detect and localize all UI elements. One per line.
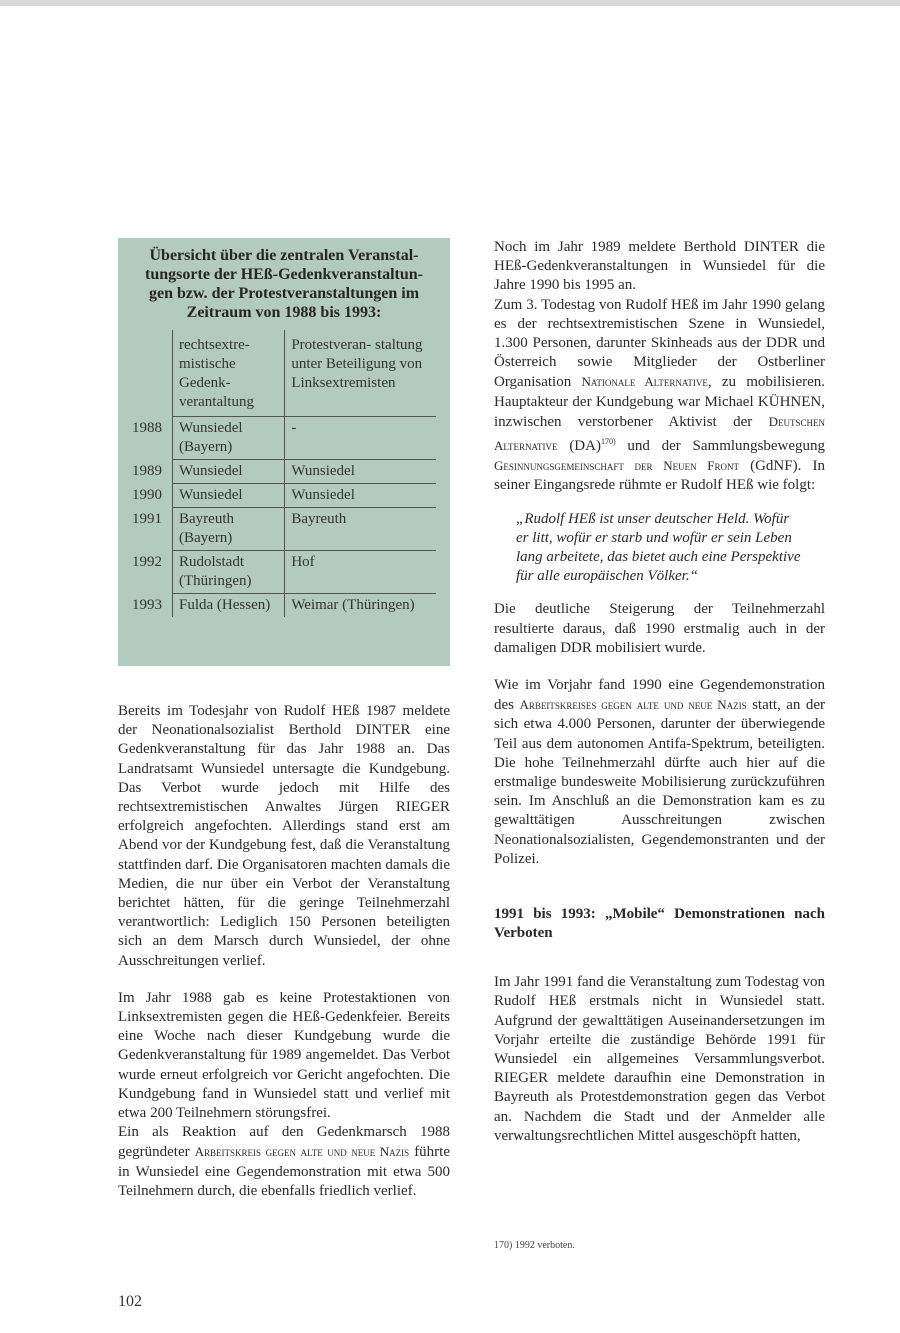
year-cell: 1988 bbox=[132, 419, 162, 436]
venue-table bbox=[132, 330, 436, 617]
year-cell: 1993 bbox=[132, 596, 162, 613]
table-row bbox=[132, 508, 436, 551]
table-header-row bbox=[132, 330, 436, 417]
protest-cell: Wunsiedel bbox=[285, 484, 436, 508]
org-name-smallcaps: Gesinnungsgemeinschaft der Neuen Front bbox=[494, 458, 739, 474]
event-cell: Fulda (Hessen) bbox=[173, 594, 285, 618]
event-cell: Wunsiedel (Bayern) bbox=[173, 417, 285, 460]
table-row bbox=[132, 594, 436, 618]
year-cell: 1991 bbox=[132, 510, 162, 527]
org-name-smallcaps: Nationale Alternative bbox=[581, 374, 708, 390]
table-row bbox=[132, 551, 436, 594]
table-row bbox=[132, 484, 436, 508]
event-cell: Rudolstadt (Thüringen) bbox=[173, 551, 285, 594]
left-column bbox=[118, 238, 450, 1201]
protest-cell: - bbox=[285, 417, 436, 460]
protest-cell: Hof bbox=[285, 551, 436, 594]
footnote: 170) 1992 verboten. bbox=[494, 1240, 575, 1251]
hess-quote: „Rudolf HEß ist unser deutscher Held. Wofür er litt, wofür er starb und wofür er sein Leben lang arbeitete, das bietet auch eine Perspektive für alle europäischen Völker.“ bbox=[516, 510, 801, 585]
event-cell: Wunsiedel bbox=[173, 460, 285, 484]
top-edge bbox=[0, 0, 900, 6]
paragraph-1988: Im Jahr 1988 gab es keine Protestaktionen von Linksextremisten gegen die HEß-Gedenkfeier. Bereits eine Woche nach dieser Kundgebung wurde die Gedenkveranstaltung für 1989 angemeldet. Das Verbot wurde erneut erfolgreich vor Gericht angefochten. Die Kundgebung fand in Wunsiedel statt und verlief mit etwa 200 Teilnehmern störungsfrei. bbox=[118, 989, 450, 1122]
event-cell: Wunsiedel bbox=[173, 484, 285, 508]
paragraph-1991: Im Jahr 1991 fand die Veranstaltung zum Todestag von Rudolf HEß erstmals nicht in Wunsiedel statt. Aufgrund der gewalttätigen Auseinandersetzungen im Vorjahr erteilte die zuständige Behörde 1991 für Wunsiedel ein allgemeines Versammlungsverbot. RIEGER meldete daraufhin eine Demonstration in Bayreuth als Protestdemonstration gegen das Verbot an. Nachdem die Stadt und der Anmelder alle verwaltungsrechtlichen Mittel ausgeschöpft hatten, bbox=[494, 974, 825, 1144]
col-header-protest: Protestveran- staltung unter Beteiligung von Linksextremisten bbox=[285, 330, 436, 417]
org-name-smallcaps: Arbeitskreises gegen alte und neue Nazis bbox=[519, 697, 747, 713]
year-cell: 1990 bbox=[132, 486, 162, 503]
protest-cell: Weimar (Thüringen) bbox=[285, 594, 436, 618]
table-row bbox=[132, 417, 436, 460]
col-header-right-wing: rechtsextre- mistische Gedenk- verantaltung bbox=[173, 330, 285, 417]
protest-cell: Wunsiedel bbox=[285, 460, 436, 484]
org-name-smallcaps: Arbeitskreis gegen alte und neue Nazis bbox=[194, 1144, 410, 1160]
year-cell: 1992 bbox=[132, 553, 162, 570]
paragraph-1987: Bereits im Todesjahr von Rudolf HEß 1987 meldete der Neonationalsozialist Berthold DINTER eine Gedenkveranstaltung für das Jahr 1988 an. Das Landratsamt Wunsiedel untersagte die Kundgebung. Das Verbot wurde jedoch mit Hilfe des rechtsextremistischen Anwaltes Jürgen RIEGER erfolgreich angefochten. Allerdings stand erst am Abend vor der Kundgebung fest, daß die Veranstaltung stattfinden darf. Die Organisatoren machten damals die Medien, die nur über ein Verbot der Veranstaltung berichtet hätten, für die geringe Teilnehmerzahl verantwortlich: Lediglich 150 Personen beteiligten sich an dem Marsch durch Wunsiedel, der ohne Ausschreitungen verlief. bbox=[118, 703, 450, 969]
protest-cell: Bayreuth bbox=[285, 508, 436, 551]
event-cell: Bayreuth (Bayern) bbox=[173, 508, 285, 551]
overview-box-title: Übersicht über die zentralen Veranstal- tungsorte der HEß-Gedenkveranstaltun- gen bzw. der Protestveranstaltungen im Zeitraum von 1988 bis 1993: bbox=[145, 247, 423, 321]
page-number: 102 bbox=[118, 1293, 142, 1310]
paragraph-counter-demo-1990: Wie im Vorjahr fand 1990 eine Gegendemonstration des Arbeitskreises gegen alte und neue Nazis statt, an der sich etwa 4.000 Personen, darunter der überwiegende Teil aus dem autonomen Antifa-Spektrum, beteiligten. Die hohe Teilnehmerzahl dürfte auch hier auf die erstmalige bundesweite Mobilisierung zurückzuführen sein. Im Anschluß an die Demonstration kam es zu gewalttätigen Ausschreitungen zwischen Neonationalsozialisten, Gegendemonstranten und der Polizei. bbox=[494, 677, 826, 867]
paragraph-counter-demo: Ein als Reaktion auf den Gedenkmarsch 1988 gegründeter Arbeitskreis gegen alte und neue Nazis führte in Wunsiedel eine Gegendemonstration mit etwa 500 Teilnehmern durch, die ebenfalls friedlich verlief. bbox=[118, 1124, 451, 1199]
footnote-marker: 170) bbox=[600, 437, 616, 447]
paragraph-1990: Zum 3. Todestag von Rudolf HEß im Jahr 1990 gelang es der rechtsextremistischen Szene in Wunsiedel, 1.300 Personen, darunter Skinheads aus der DDR und Österreich sowie Mitglieder der Ostberliner Organisation Nationale Alternative, zu mobilisieren. Hauptakteur der Kundgebung war Michael KÜHNEN, inzwischen verstorbener Aktivist der Deutschen Alternative (DA)$^{170)}$ und der Sammlungsbewegung Gesinnungsgemeinschaft der Neuen Front (GdNF). In seiner Eingangsrede rühmte er Rudolf HEß wie folgt: bbox=[494, 296, 826, 494]
paragraph-1989-registration: Noch im Jahr 1989 meldete Berthold DINTER die HEß-Gedenkveranstaltungen in Wunsiedel für die Jahre 1990 bis 1995 an. bbox=[494, 239, 825, 294]
paragraph-increase: Die deutliche Steigerung der Teilnehmerzahl resultierte daraus, daß 1990 erstmalig auch in der damaligen DDR mobilisiert wurde. bbox=[494, 601, 825, 656]
table-row bbox=[132, 460, 436, 484]
right-column bbox=[494, 238, 825, 1146]
org-name-smallcaps: Deutschen Alternative bbox=[494, 413, 825, 454]
section-heading: 1991 bis 1993: „Mobile“ Demonstrationen nach Verboten bbox=[494, 906, 825, 942]
year-cell: 1989 bbox=[132, 462, 162, 479]
overview-box bbox=[118, 238, 450, 666]
